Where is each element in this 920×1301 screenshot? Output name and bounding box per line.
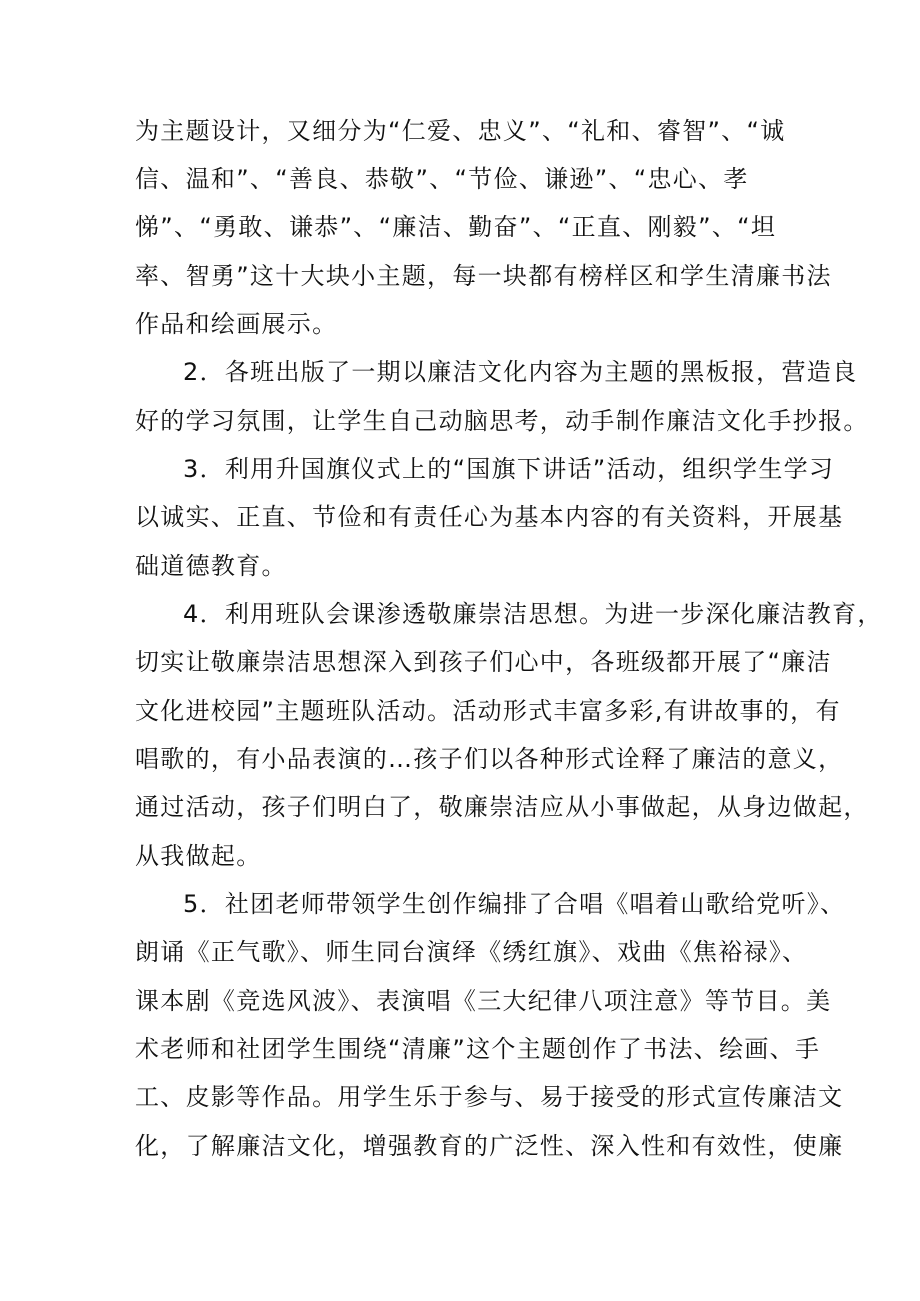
text-line: 率、智勇”这十大块小主题，每一块都有榜样区和学生清廉书法	[135, 262, 832, 290]
text-line: 唱歌的，有小品表演的…孩子们以各种形式诠释了廉洁的意义，	[135, 745, 844, 773]
text-line: 术老师和社团学生围绕“清廉”这个主题创作了书法、绘画、手	[135, 1035, 821, 1063]
text-line: 好的学习氛围，让学生自己动脑思考，动手制作廉洁文化手抄报。	[135, 407, 869, 435]
text-line: 5．社团老师带领学生创作编排了合唱《唱着山歌给党听》、	[183, 890, 846, 918]
text-line: 础道德教育。	[135, 552, 287, 580]
text-line: 从我做起。	[135, 842, 262, 870]
text-line: 化，了解廉洁文化，增强教育的广泛性、深入性和有效性，使廉	[135, 1132, 844, 1160]
text-line: 工、皮影等作品。用学生乐于参与、易于接受的形式宣传廉洁文	[135, 1083, 844, 1111]
text-line: 作品和绘画展示。	[135, 310, 338, 338]
text-line: 为主题设计，又细分为“仁爱、忠义”、“礼和、睿智”、“诚	[135, 117, 786, 145]
text-line: 切实让敬廉崇洁思想深入到孩子们心中，各班级都开展了“廉洁	[135, 648, 832, 676]
text-line: 课本剧《竞选风波》、表演唱《三大纪律八项注意》等节目。美	[135, 987, 832, 1015]
text-line: 悌”、“勇敢、谦恭”、“廉洁、勤奋”、“正直、刚毅”、“坦	[135, 213, 777, 241]
text-line: 3．利用升国旗仪式上的“国旗下讲话”活动，组织学生学习	[183, 455, 835, 483]
text-line: 通过活动，孩子们明白了，敬廉崇洁应从小事做起，从身边做起，	[135, 793, 869, 821]
text-line: 朗诵《正气歌》、师生同台演绎《绣红旗》、戏曲《焦裕禄》、	[135, 938, 808, 966]
text-line: 以诚实、正直、节俭和有责任心为基本内容的有关资料，开展基	[135, 503, 844, 531]
text-line: 信、温和”、“善良、恭敬”、“节俭、谦逊”、“忠心、孝	[135, 165, 749, 193]
text-line: 文化进校园”主题班队活动。活动形式丰富多彩,有讲故事的，有	[135, 697, 841, 725]
text-line: 4．利用班队会课渗透敬廉崇洁思想。为进一步深化廉洁教育，	[183, 600, 883, 628]
text-line: 2．各班出版了一期以廉洁文化内容为主题的黑板报，营造良	[183, 358, 858, 386]
